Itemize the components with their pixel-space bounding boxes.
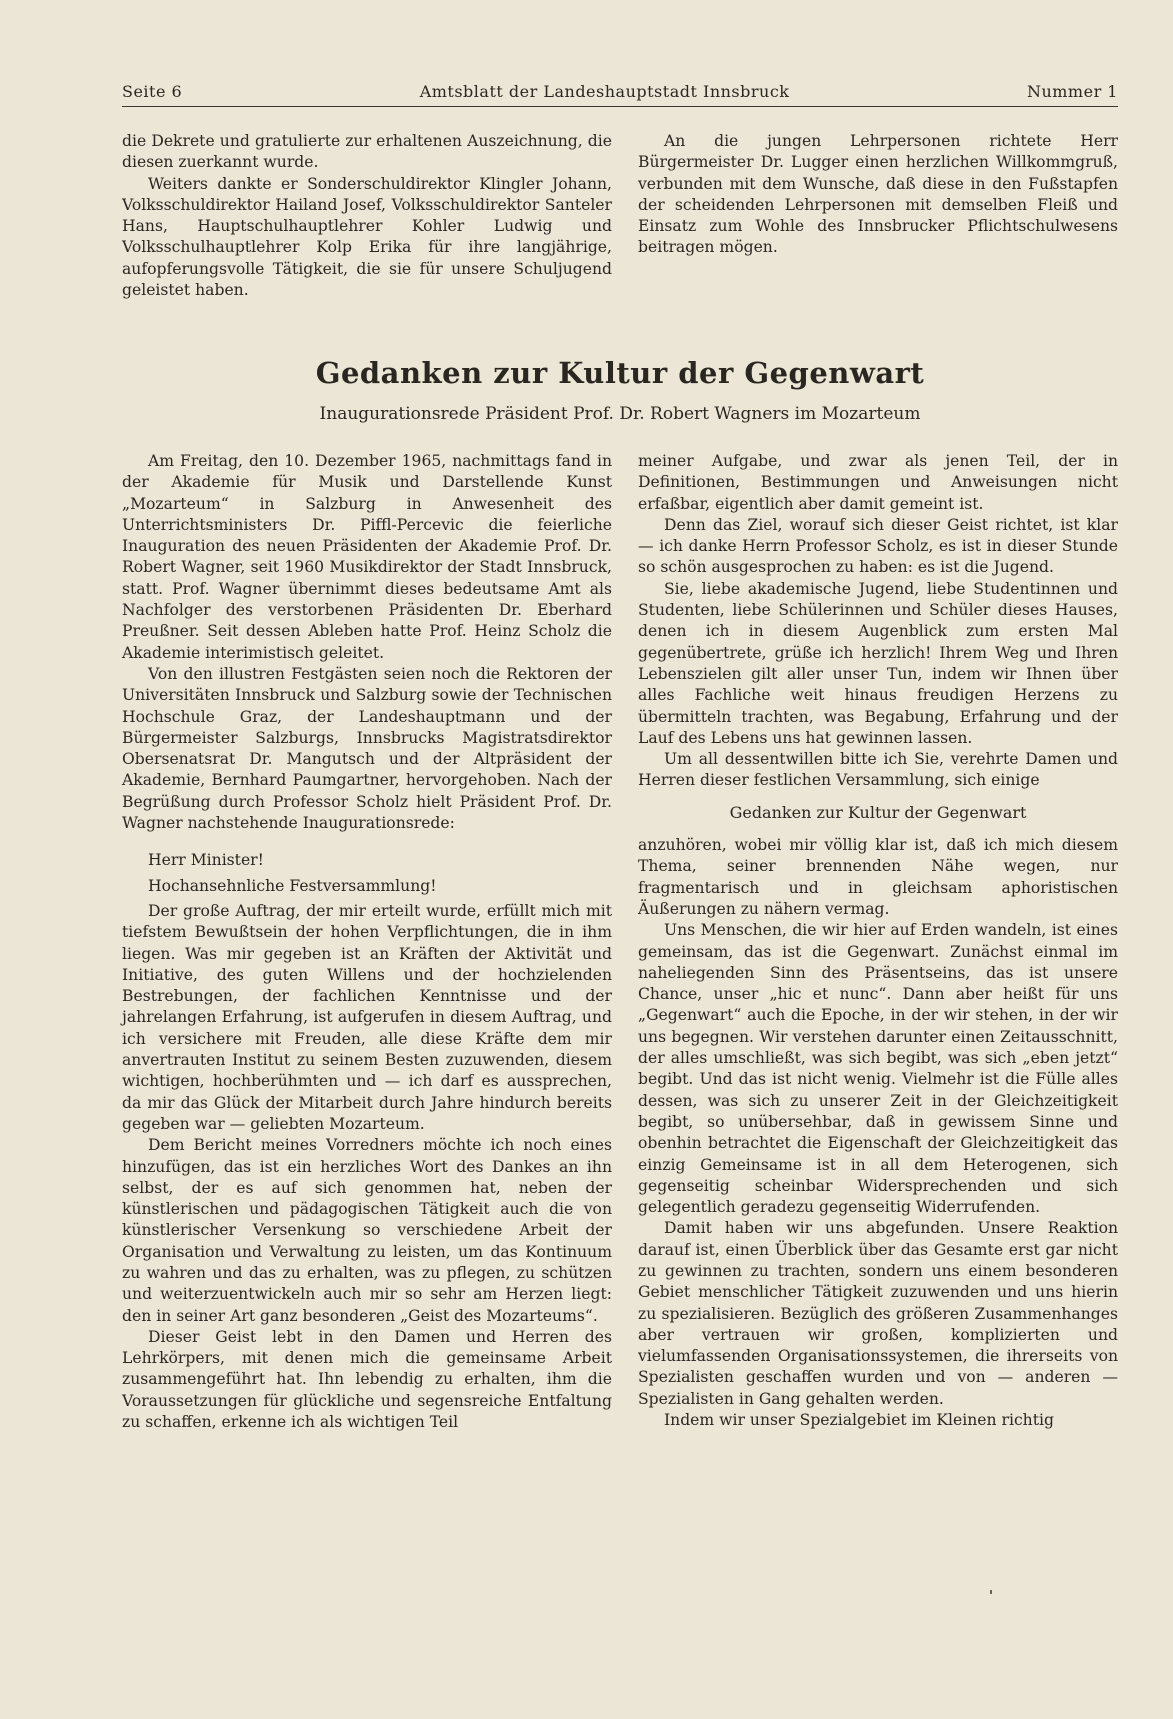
article-subtitle: Inaugurationsrede Präsident Prof. Dr. Robert Wagners im Mozarteum	[319, 404, 921, 424]
paragraph: anzuhören, wobei mir völlig klar ist, daß ich mich diesem Thema, seiner brennenden Nähe wegen, nur fragmentarisch und in gleichsam aphoristischen Äußerungen zu nähern vermag.	[638, 836, 1118, 918]
paragraph: Von den illustren Festgästen seien noch die Rektoren der Universitäten Innsbruck und Salzburg sowie der Technischen Hochschule Graz, der Landeshauptmann und der Bürgermeister Salzburgs, Innsbrucks Magistratsdirektor Obersenatsrat Dr. Mangutsch und der Altpräsident der Akademie, Bernhard Paumgartner, hervorgehoben. Nach der Begrüßung durch Professor Scholz hielt Präsident Prof. Dr. Wagner nachstehende Inaugurationsrede:	[122, 664, 612, 833]
salutation: Hochansehnliche Festversammlung!	[148, 876, 437, 895]
paragraph: Indem wir unser Spezialgebiet im Kleinen richtig	[664, 1411, 1054, 1430]
top-right-column	[638, 131, 1118, 259]
paragraph: Der große Auftrag, der mir erteilt wurde, erfüllt mich mit tiefstem Bewußtsein der hohen Verpflichtungen, die in ihm liegen. Was mir gegeben ist an Kräften der Aktivität und Initiative, des guten Willens und der hochzielenden Bestrebungen, der fachlichen Kenntnisse und der jahrelangen Erfahrung, ist aufgerufen in diesem Auftrag, und ich versichere mit Freuden, alle diese Kräfte dem mir anvertrauten Institut zu seinem Besten zuzuwenden, diesem wichtigen, hochberühmten und — ich darf es aussprechen, da mir das Glück der Mitarbeit durch Jahre hindurch bereits gegeben war — geliebten Mozarteum.	[122, 901, 612, 1133]
page-header	[122, 82, 1118, 101]
paragraph: Damit haben wir uns abgefunden. Unsere Reaktion darauf ist, einen Überblick über das Gesamte erst gar nicht zu gewinnen zu trachten, sondern uns einem besonderen Gebiet menschlicher Tätigkeit zuzuwenden und uns hierin zu spezialisieren. Bezüglich des größeren Zusammenhanges aber vertrauen wir großen, komplizierten und vielumfassenden Organisationssystemen, die ihrerseits von Spezialisten geschaffen wurden und von — anderen — Spezialisten in Gang gehalten werden.	[638, 1219, 1118, 1408]
right-column	[638, 451, 1118, 1431]
salutation: Herr Minister!	[148, 851, 264, 870]
paragraph: An die jungen Lehrpersonen richtete Herr Bürgermeister Dr. Lugger einen herzlichen Willkommgruß, verbunden mit dem Wunsche, daß diese in den Fußstapfen der scheidenden Lehrpersonen mit demselben Fleiß und Einsatz zum Wohle des Innsbrucker Pflichtschulwesens beitragen mögen.	[638, 132, 1118, 257]
paragraph: die Dekrete und gratulierte zur erhaltenen Auszeichnung, die diesen zuerkannt wurde.	[122, 132, 612, 172]
publication-title: Amtsblatt der Landeshauptstadt Innsbruck	[419, 82, 790, 101]
paragraph: Weiters dankte er Sonderschuldirektor Klingler Johann, Volksschuldirektor Hailand Josef, Volksschuldirektor Santeler Hans, Hauptschulhauptlehrer Kohler Ludwig und Volksschulhauptlehrer Kolp Erika für ihre langjährige, aufopferungsvolle Tätigkeit, die sie für unsere Schuljugend geleistet haben.	[122, 174, 612, 300]
section-heading: Gedanken zur Kultur der Gegenwart	[729, 802, 1027, 822]
paragraph: Dem Bericht meines Vorredners möchte ich noch eines hinzufügen, das ist ein herzliches Wort des Dankes an ihn selbst, der es auf sich genommen hat, neben der künstlerischen und pädagogischen Tätigkeit auch die von künstlerischer Versenkung so verschiedene Arbeit der Organisation und Verwaltung zu leisten, um das Kontinuum zu wahren und das zu erhalten, was zu pflegen, zu schützen und weiterzuentwickeln auch mir so sehr am Herzen liegt: den in seiner Art ganz besonderen „Geist des Mozarteums“.	[122, 1136, 612, 1325]
paragraph: Dieser Geist lebt in den Damen und Herren des Lehrkörpers, mit denen mich die gemeinsame Arbeit zusammengeführt hat. Ihn lebendig zu erhalten, ihm die Voraussetzungen für glückliche und segensreiche Entfaltung zu schaffen, erkenne ich als wichtigen Teil	[122, 1327, 612, 1432]
issue-number: Nummer 1	[1026, 82, 1118, 101]
paragraph: Sie, liebe akademische Jugend, liebe Studentinnen und Studenten, liebe Schülerinnen und Schüler dieses Hauses, denen ich in diesem Augenblick zum ersten Mal gegenübertrete, grüße ich herzlich! Ihrem Weg und Ihren Lebenszielen gilt aller unser Tun, indem wir Ihnen über alles Fachliche weit hinaus freudigen Herzens zu übermitteln trachten, was Begabung, Erfahrung und der Lauf des Lebens uns hat gewinnen lassen.	[638, 579, 1118, 747]
paragraph: Am Freitag, den 10. Dezember 1965, nachmittags fand in der Akademie für Musik und Darstellende Kunst „Mozarteum“ in Salzburg in Anwesenheit des Unterrichtsministers Dr. Piffl-Percevic die feierliche Inauguration des neuen Präsidenten der Akademie Prof. Dr. Robert Wagner, seit 1960 Musikdirektor der Stadt Innsbruck, statt. Prof. Wagner übernimmt dieses bedeutsame Amt als Nachfolger des verstorbenen Präsidenten Dr. Eberhard Preußner. Seit dessen Ableben hatte Prof. Heinz Scholz die Akademie interimistisch geleitet.	[122, 452, 612, 662]
header-rule	[122, 106, 1118, 107]
article-title: Gedanken zur Kultur der Gegenwart	[315, 356, 925, 390]
left-column	[122, 451, 612, 1433]
paragraph: Uns Menschen, die wir hier auf Erden wandeln, ist eines gemeinsam, das ist die Gegenwart. Zunächst einmal im naheliegenden Sinn des Präsentseins, das ist unsere Chance, unser „hic et nunc“. Dann aber heißt für uns „Gegenwart“ auch die Epoche, in der wir stehen, in der wir uns begegnen. Wir verstehen darunter einen Zeitausschnitt, der alles umschließt, was sich begibt, was sich „eben jetzt“ begibt. Und das ist nicht wenig. Vielmehr ist die Fülle alles dessen, was sich zu unserer Zeit in der Gleichzeitigkeit begibt, so unübersehbar, daß in gewissem Sinne und obenhin betrachtet die Eigenschaft der Gleichzeitigkeit das einzig Gemeinsame ist in all dem Heterogenen, sich gegenseitig scheinbar Widersprechenden und sich gelegentlich geradezu gegenseitig Widerrufenden.	[638, 921, 1118, 1217]
paragraph: Um all dessentwillen bitte ich Sie, verehrte Damen und Herren dieser festlichen Versammlung, sich einige	[638, 750, 1118, 790]
paragraph: Denn das Ziel, worauf sich dieser Geist richtet, ist klar — ich danke Herrn Professor Scholz, es ist in dieser Stunde so schön ausgesprochen zu haben: es ist die Jugend.	[638, 515, 1118, 577]
page-number: Seite 6	[122, 82, 183, 101]
paragraph: meiner Aufgabe, und zwar als jenen Teil, der in Definitionen, Bestimmungen und Anweisungen nicht erfaßbar, eigentlich aber damit gemeint ist.	[638, 452, 1118, 513]
print-speck	[990, 1590, 992, 1594]
top-left-column	[122, 131, 612, 301]
